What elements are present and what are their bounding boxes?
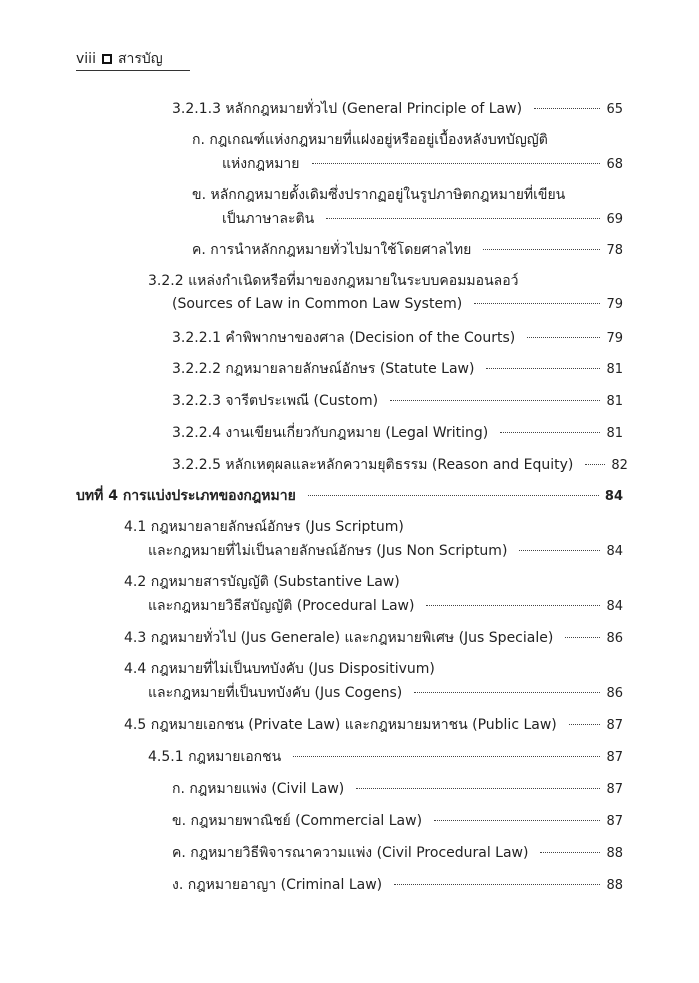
page-number: 81 <box>606 426 623 441</box>
section-title: สารบัญ <box>117 51 163 67</box>
page-number: 68 <box>606 157 623 172</box>
toc-entry: แห่งกฎหมาย 68 <box>222 156 623 172</box>
page-number: 87 <box>606 814 623 829</box>
toc-entry-first-line: 4.2 กฎหมายสารบัญญัติ (Substantive Law) <box>124 574 400 590</box>
dot-leader <box>356 788 600 789</box>
toc-entry: (Sources of Law in Common Law System) 79 <box>172 296 623 312</box>
page-number: 65 <box>606 102 623 117</box>
page-number: 87 <box>606 718 623 733</box>
toc-entry: 3.2.2.2 กฎหมายลายลักษณ์อักษร (Statute Law) 81 <box>172 361 623 377</box>
page-number: 88 <box>606 878 623 893</box>
page-number: 84 <box>606 544 623 559</box>
toc-entry-first-line: ข. หลักกฎหมายดั้งเดิมซึ่งปรากฏอยู่ในรูปภาษิตกฎหมายที่เขียน <box>192 187 566 203</box>
dot-leader <box>308 495 599 496</box>
page-number: 69 <box>606 212 623 227</box>
toc-entry-first-line: 4.1 กฎหมายลายลักษณ์อักษร (Jus Scriptum) <box>124 519 404 535</box>
toc-entry: 3.2.2.3 จารีตประเพณี (Custom) 81 <box>172 393 623 409</box>
dot-leader <box>293 756 600 757</box>
toc-entry: และกฎหมายที่เป็นบทบังคับ (Jus Cogens) 86 <box>148 685 623 701</box>
dot-leader <box>394 884 600 885</box>
dot-leader <box>474 303 600 304</box>
square-bullet-icon <box>102 54 112 64</box>
toc-entry: ค. การนำหลักกฎหมายทั่วไปมาใช้โดยศาลไทย 78 <box>192 242 623 258</box>
page-number: 78 <box>606 243 623 258</box>
page-number: 81 <box>606 394 623 409</box>
page-number: 88 <box>606 846 623 861</box>
toc-entry: เป็นภาษาละติน 69 <box>222 211 623 227</box>
page-header <box>76 48 163 70</box>
dot-leader <box>326 218 600 219</box>
toc-entry: 3.2.1.3 หลักกฎหมายทั่วไป (General Principle of Law) 65 <box>172 101 623 117</box>
dot-leader <box>414 692 600 693</box>
dot-leader <box>483 249 600 250</box>
dot-leader <box>565 637 600 638</box>
toc-entry: และกฎหมายวิธีสบัญญัติ (Procedural Law) 84 <box>148 598 623 614</box>
toc-entry: และกฎหมายที่ไม่เป็นลายลักษณ์อักษร (Jus Non Scriptum) 84 <box>148 543 623 559</box>
toc-entry: ง. กฎหมายอาญา (Criminal Law) 88 <box>172 877 623 893</box>
toc-entry: 3.2.2.1 คำพิพากษาของศาล (Decision of the Courts) 79 <box>172 330 623 346</box>
toc-entry: ข. กฎหมายพาณิชย์ (Commercial Law) 87 <box>172 813 623 829</box>
page-number: 79 <box>606 331 623 346</box>
page-number: 87 <box>606 750 623 765</box>
dot-leader <box>500 432 600 433</box>
dot-leader <box>486 368 600 369</box>
page-number: 79 <box>606 297 623 312</box>
dot-leader <box>312 163 601 164</box>
page-number: 84 <box>606 599 623 614</box>
toc-entry-first-line: 3.2.2 แหล่งกำเนิดหรือที่มาของกฎหมายในระบบคอมมอนลอว์ <box>148 273 519 289</box>
dot-leader <box>585 464 605 465</box>
toc-chapter-entry: บทที่ 4 การแบ่งประเภทของกฎหมาย 84 <box>76 488 623 504</box>
header-rule <box>76 70 190 71</box>
toc-entry: ก. กฎหมายแพ่ง (Civil Law) 87 <box>172 781 623 797</box>
dot-leader <box>426 605 600 606</box>
page-number: 87 <box>606 782 623 797</box>
dot-leader <box>434 820 600 821</box>
page-number: 82 <box>611 458 628 473</box>
toc-entry-first-line: ก. กฎเกณฑ์แห่งกฎหมายที่แฝงอยู่หรืออยู่เบื้องหลังบทบัญญัติ <box>192 132 548 148</box>
page-number-label: viii <box>76 51 96 67</box>
dot-leader <box>534 108 600 109</box>
toc-entry: ค. กฎหมายวิธีพิจารณาความแพ่ง (Civil Procedural Law) 88 <box>172 845 623 861</box>
toc-entry: 3.2.2.5 หลักเหตุผลและหลักความยุติธรรม (Reason and Equity) 82 <box>172 457 628 473</box>
dot-leader <box>519 550 600 551</box>
page-number: 86 <box>606 631 623 646</box>
toc-entry: 4.5.1 กฎหมายเอกชน 87 <box>148 749 623 765</box>
page-number: 81 <box>606 362 623 377</box>
dot-leader <box>527 337 600 338</box>
toc-entry-first-line: 4.4 กฎหมายที่ไม่เป็นบทบังคับ (Jus Dispositivum) <box>124 661 435 677</box>
toc-entry: 4.3 กฎหมายทั่วไป (Jus Generale) และกฎหมายพิเศษ (Jus Speciale) 86 <box>124 630 623 646</box>
dot-leader <box>540 852 600 853</box>
toc-entry: 4.5 กฎหมายเอกชน (Private Law) และกฎหมายมหาชน (Public Law) 87 <box>124 717 623 733</box>
page-number: 84 <box>604 489 623 504</box>
dot-leader <box>569 724 601 725</box>
dot-leader <box>390 400 600 401</box>
toc-entry: 3.2.2.4 งานเขียนเกี่ยวกับกฎหมาย (Legal Writing) 81 <box>172 425 623 441</box>
page-number: 86 <box>606 686 623 701</box>
